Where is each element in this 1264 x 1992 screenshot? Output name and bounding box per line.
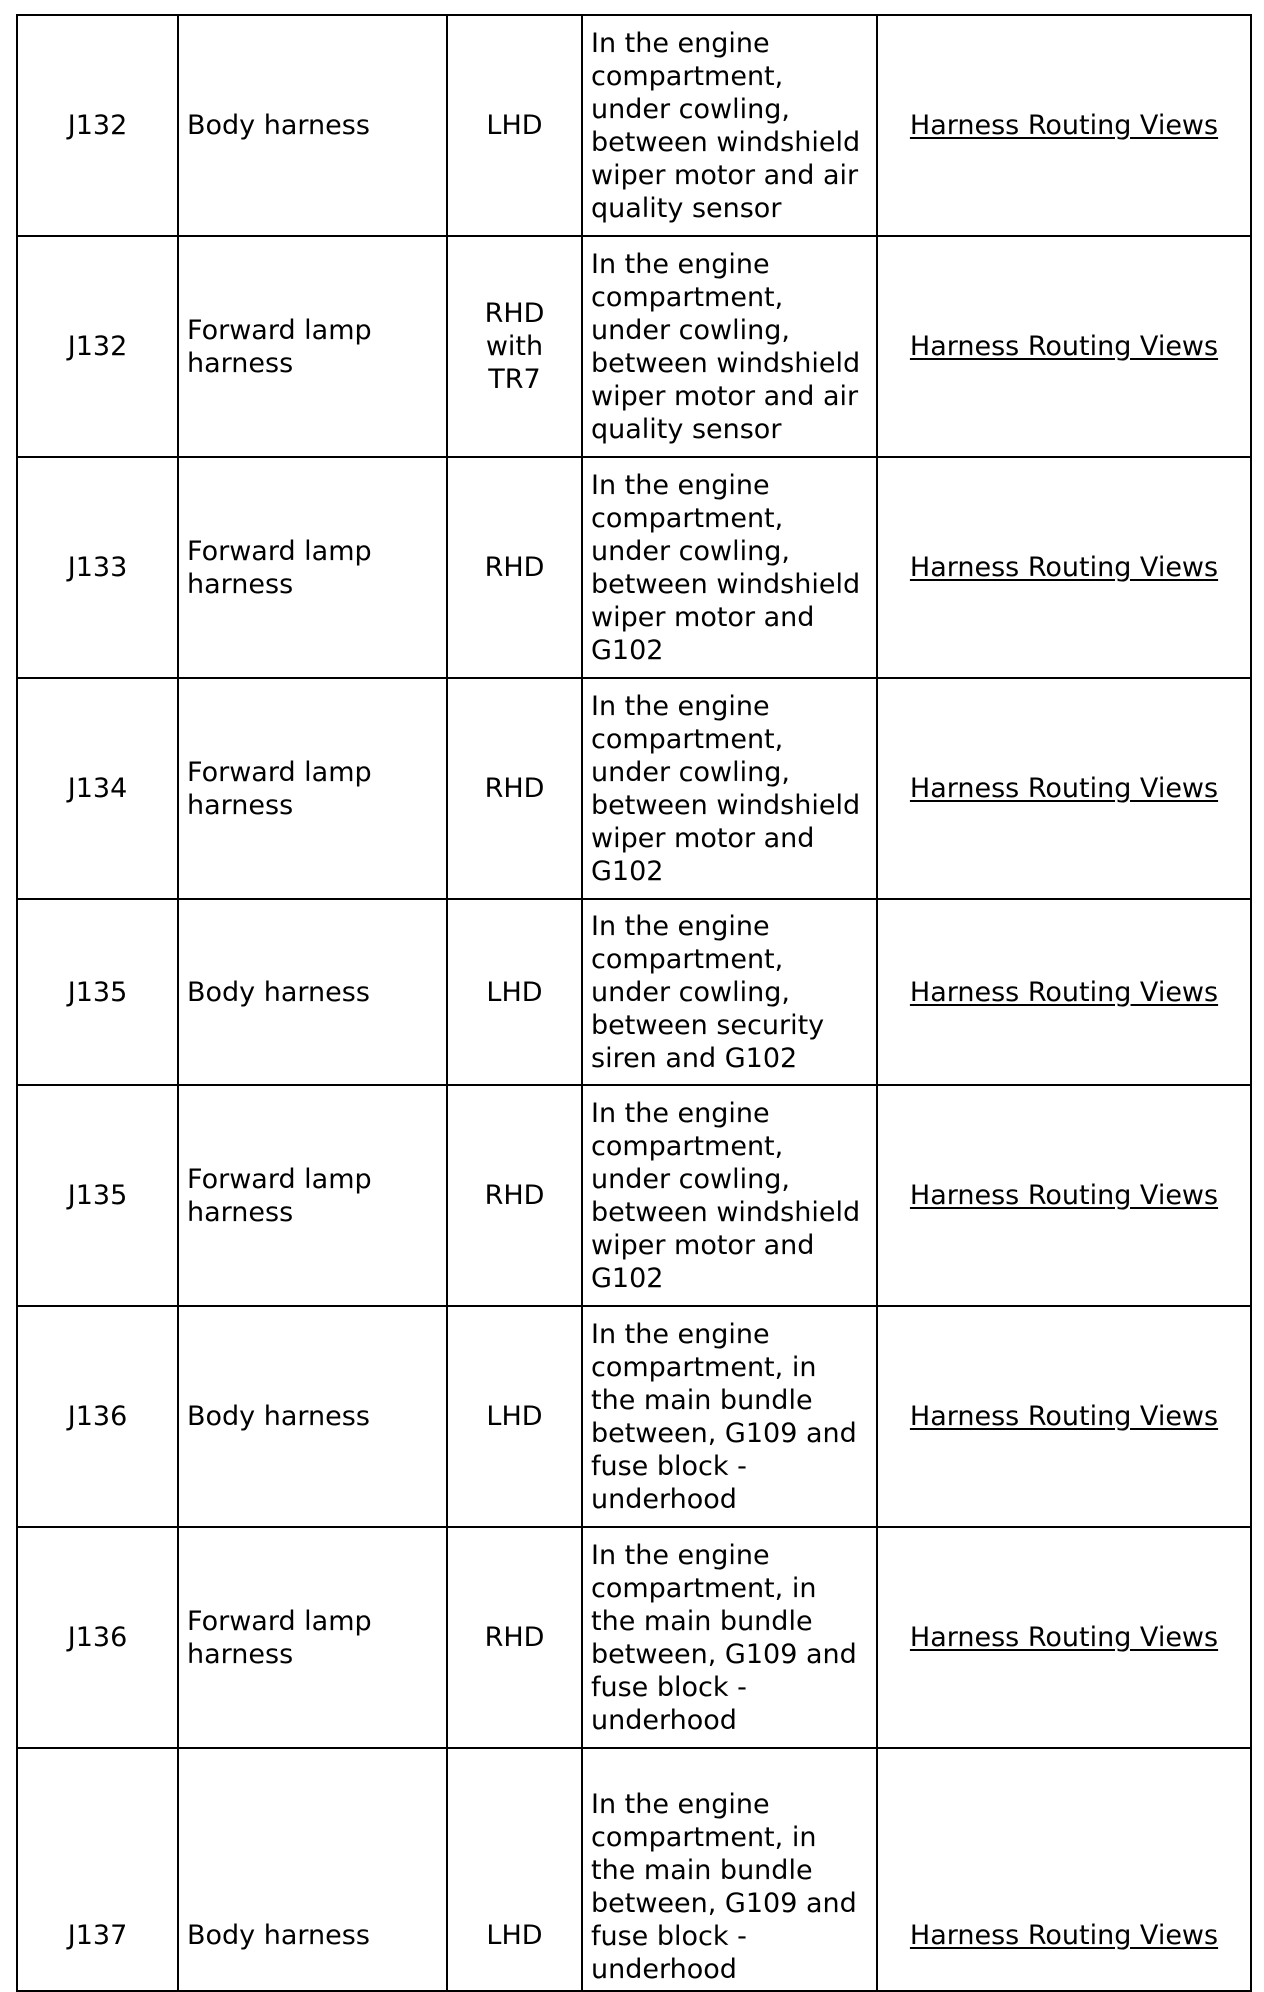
splice-id-cell: J135 xyxy=(17,1085,178,1306)
splice-id-cell: J132 xyxy=(17,236,178,457)
drive-cell: RHD xyxy=(447,1527,582,1748)
routing-link-cell xyxy=(877,236,1251,457)
routing-link-cell xyxy=(877,1527,1251,1748)
table-row xyxy=(17,1306,1251,1527)
location-cell: In the engine compartment, under cowling, between windshield wiper motor and G102 xyxy=(582,678,877,899)
table-row xyxy=(17,899,1251,1085)
harness-routing-views-link[interactable]: Harness Routing Views xyxy=(909,1401,1219,1432)
splice-id-cell: J137 xyxy=(17,1748,178,1991)
table-row xyxy=(17,1085,1251,1306)
routing-link-cell xyxy=(877,899,1251,1085)
table-row xyxy=(17,15,1251,236)
location-cell: In the engine compartment, under cowling, between windshield wiper motor and air quality sensor xyxy=(582,15,877,236)
routing-link-cell xyxy=(877,1748,1251,1991)
table-row xyxy=(17,1527,1251,1748)
location-cell: In the engine compartment, in the main bundle between, G109 and fuse block - underhood xyxy=(582,1306,877,1527)
table-row xyxy=(17,457,1251,678)
location-cell: In the engine compartment, under cowling, between windshield wiper motor and G102 xyxy=(582,457,877,678)
harness-routing-views-link[interactable]: Harness Routing Views xyxy=(909,552,1219,583)
routing-link-cell xyxy=(877,1306,1251,1527)
table-row xyxy=(17,1748,1251,1991)
location-cell: In the engine compartment, under cowling, between windshield wiper motor and G102 xyxy=(582,1085,877,1306)
drive-cell: RHD with TR7 xyxy=(447,236,582,457)
harness-cell: Forward lamp harness xyxy=(178,457,447,678)
routing-link-cell xyxy=(877,678,1251,899)
harness-routing-views-link[interactable]: Harness Routing Views xyxy=(909,976,1219,1008)
splice-id-cell: J136 xyxy=(17,1306,178,1527)
drive-cell: LHD xyxy=(447,1306,582,1527)
drive-cell: LHD xyxy=(447,1748,582,1991)
harness-cell: Forward lamp harness xyxy=(178,678,447,899)
harness-routing-views-link[interactable]: Harness Routing Views xyxy=(909,331,1219,362)
drive-cell: LHD xyxy=(447,15,582,236)
harness-routing-views-link[interactable]: Harness Routing Views xyxy=(909,110,1219,141)
table-row xyxy=(17,236,1251,457)
drive-cell: LHD xyxy=(447,899,582,1085)
harness-routing-views-link[interactable]: Harness Routing Views xyxy=(909,773,1219,804)
harness-cell: Body harness xyxy=(178,899,447,1085)
table-row xyxy=(17,678,1251,899)
location-cell: In the engine compartment, under cowling, between security siren and G102 xyxy=(582,899,877,1085)
routing-link-cell xyxy=(877,15,1251,236)
harness-routing-views-link[interactable]: Harness Routing Views xyxy=(909,1622,1219,1653)
harness-cell: Body harness xyxy=(178,1306,447,1527)
routing-link-cell xyxy=(877,457,1251,678)
splice-id-cell: J133 xyxy=(17,457,178,678)
harness-routing-views-link[interactable]: Harness Routing Views xyxy=(909,1180,1219,1211)
splice-id-cell: J136 xyxy=(17,1527,178,1748)
harness-cell: Forward lamp harness xyxy=(178,1527,447,1748)
harness-cell: Body harness xyxy=(178,1748,447,1991)
drive-cell: RHD xyxy=(447,678,582,899)
location-cell: In the engine compartment, under cowling, between windshield wiper motor and air quality sensor xyxy=(582,236,877,457)
document-page xyxy=(16,14,1252,1992)
harness-cell: Forward lamp harness xyxy=(178,236,447,457)
harness-cell: Forward lamp harness xyxy=(178,1085,447,1306)
harness-routing-views-link[interactable]: Harness Routing Views xyxy=(909,1920,1219,1951)
location-cell: In the engine compartment, in the main bundle between, G109 and fuse block - underhood xyxy=(582,1527,877,1748)
splice-location-table xyxy=(16,14,1252,1992)
drive-cell: RHD xyxy=(447,1085,582,1306)
splice-id-cell: J132 xyxy=(17,15,178,236)
splice-id-cell: J134 xyxy=(17,678,178,899)
routing-link-cell xyxy=(877,1085,1251,1306)
harness-cell: Body harness xyxy=(178,15,447,236)
drive-cell: RHD xyxy=(447,457,582,678)
splice-id-cell: J135 xyxy=(17,899,178,1085)
location-cell: In the engine compartment, in the main bundle between, G109 and fuse block - underhood xyxy=(582,1748,877,1991)
